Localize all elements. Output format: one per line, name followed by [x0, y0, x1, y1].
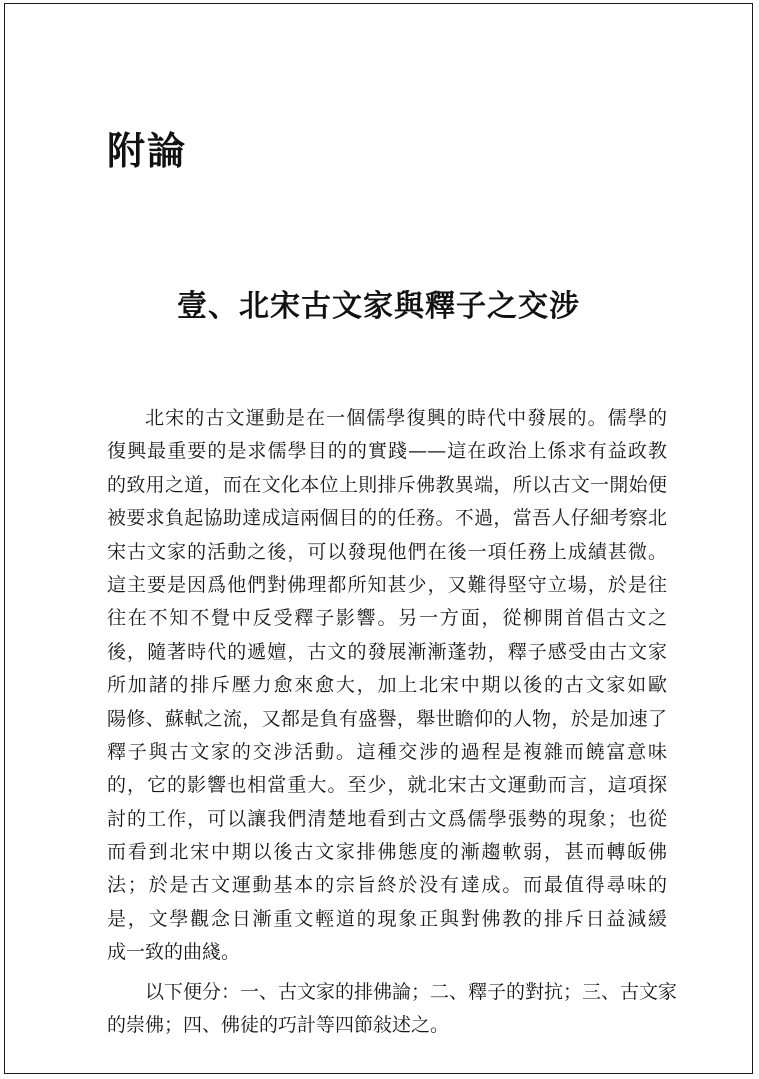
chapter-title: 附論: [107, 128, 188, 173]
text-line: 討的工作，可以讓我們清楚地看到古文爲儒學張勢的現象；也從: [107, 807, 667, 830]
text-line: 北宋的古文運動是在一個儒學復興的時代中發展的。儒學的: [145, 407, 667, 429]
text-line: 的，它的影響也相當重大。至少，就北宋古文運動而言，這項探: [107, 774, 667, 797]
body-text: [107, 402, 678, 1042]
text-line: 後，隨著時代的遞嬗，古文的發展漸漸蓬勃，釋子感受由古文家: [107, 640, 667, 663]
text-line: 的崇佛；四、佛徒的巧計等四節敍述之。: [107, 1014, 450, 1037]
text-line: 往在不知不覺中反受釋子影響。另一方面，從柳開首倡古文之: [107, 607, 667, 630]
text-line: 所加諸的排斥壓力愈來愈大，加上北宋中期以後的古文家如歐: [107, 674, 667, 697]
text-line: 是，文學觀念日漸重文輕道的現象正與對佛教的排斥日益減緩: [107, 907, 667, 930]
text-line: 以下便分：一、古文家的排佛論；二、釋子的對抗；三、古文家: [145, 980, 678, 1003]
text-line: 釋子與古文家的交涉活動。這種交涉的過程是複雜而饒富意味: [107, 740, 667, 763]
text-line: 而看到北宋中期以後古文家排佛態度的漸趨軟弱，甚而轉皈佛: [107, 841, 667, 864]
text-line: 成一致的曲綫。: [107, 941, 241, 964]
text-line: 的致用之道，而在文化本位上則排斥佛教異端，所以古文一開始便: [107, 473, 667, 496]
text-line: 陽修、蘇軾之流，又都是負有盛譽，舉世瞻仰的人物，於是加速了: [107, 707, 667, 730]
text-line: 宋古文家的活動之後，可以發現他們在後一項任務上成績甚微。: [107, 540, 667, 563]
text-line: 法；於是古文運動基本的宗旨終於没有達成。而最值得尋味的: [107, 874, 667, 897]
text-line: 被要求負起協助達成這兩個目的的任務。不過，當吾人仔細考察北: [107, 507, 667, 530]
text-line: 這主要是因爲他們對佛理都所知甚少，又難得堅守立場，於是往: [107, 573, 667, 596]
paragraph-1: [107, 402, 667, 970]
book-page: [4, 3, 753, 1074]
paragraph-2: [107, 976, 678, 1043]
text-line: 復興最重要的是求儒學目的的實踐——這在政治上係求有益政教: [107, 440, 667, 463]
section-title: 壹、北宋古文家與釋子之交涉: [177, 289, 580, 324]
